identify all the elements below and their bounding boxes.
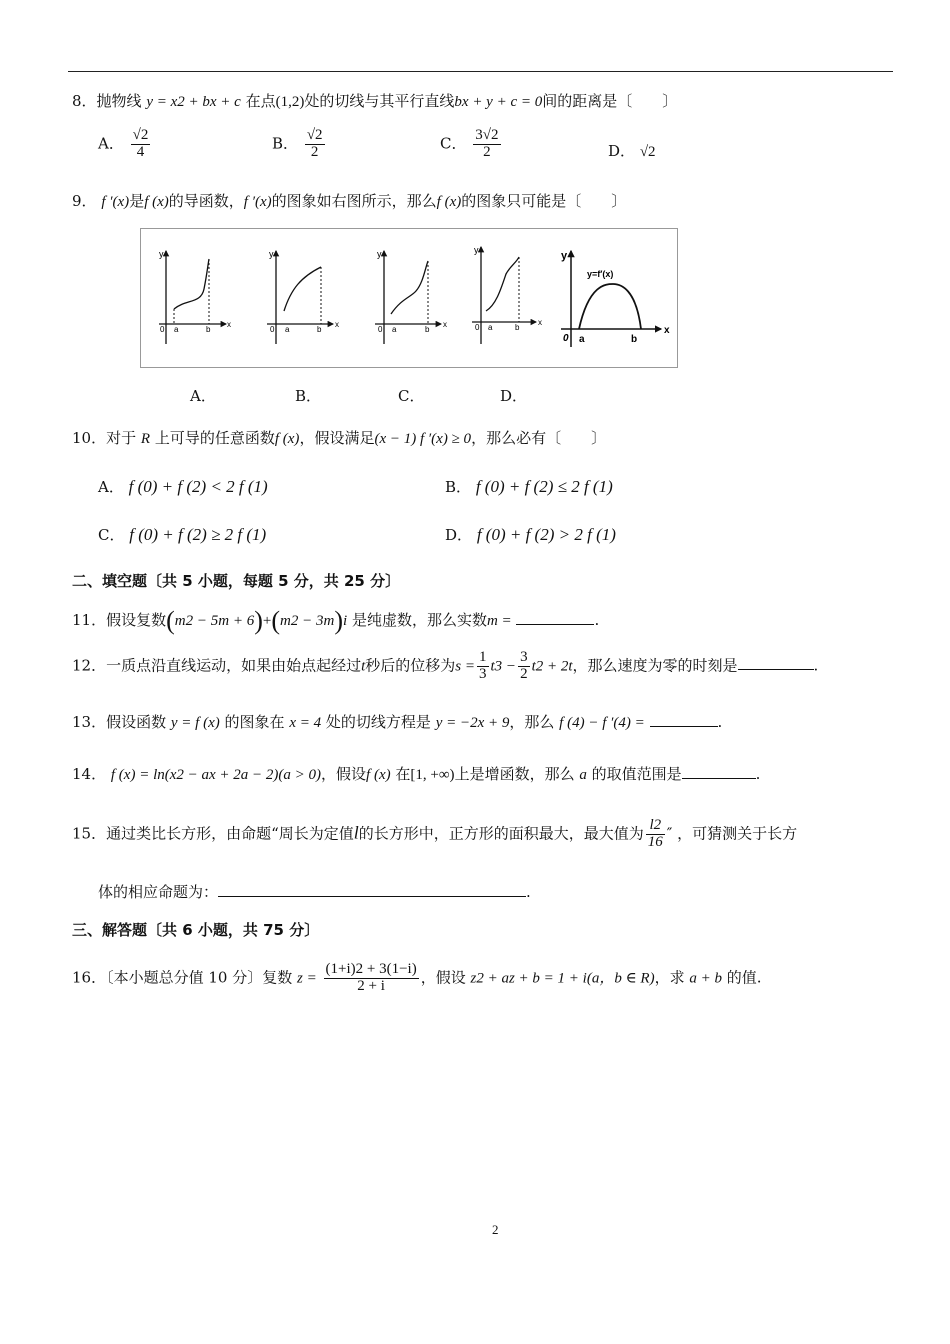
svg-text:0: 0: [378, 325, 383, 334]
math: y = −2x + 9: [435, 715, 510, 731]
option-expr: f (0) + f (2) ≤ 2 f (1): [475, 477, 613, 496]
svg-text:b: b: [425, 325, 430, 334]
text: 的导函数，: [168, 192, 244, 210]
question-16: [72, 962, 762, 995]
denominator: 2 + i: [357, 977, 385, 994]
section-2-heading: 二、填空题〔共 5 小题，每题 5 分，共 25 分〕: [72, 572, 401, 590]
text: .: [594, 611, 600, 629]
graph-d: [472, 245, 542, 344]
math: t2 + 2t: [531, 658, 573, 675]
text: 间的距离是〔 〕: [542, 92, 678, 110]
text: ，那么必有〔 〕: [471, 429, 607, 447]
math-R: R: [140, 431, 151, 447]
text: .: [526, 883, 531, 901]
denominator: 2: [310, 143, 319, 160]
q10-option-a: [98, 476, 268, 497]
option-label: D．: [608, 142, 636, 160]
text: ，假设: [321, 765, 367, 783]
text: .: [717, 713, 723, 731]
svg-text:b: b: [206, 325, 211, 334]
math: f (x): [144, 194, 169, 210]
option-label: C．: [440, 134, 467, 153]
q10-option-c: [98, 524, 266, 545]
text: 抛物线: [96, 92, 142, 110]
text: 秒后的位移为: [365, 656, 456, 675]
q8-option-d: [608, 140, 656, 161]
denominator: 2: [520, 665, 528, 682]
q8-option-b: [272, 128, 327, 161]
q8-option-c: [440, 128, 503, 161]
option-expr: f (0) + f (2) ≥ 2 f (1): [129, 525, 267, 544]
text: 的值.: [726, 968, 762, 987]
text: 在点: [245, 92, 276, 110]
question-number: 12．: [72, 656, 107, 675]
math: m =: [486, 613, 512, 629]
q9-label-c: C．: [398, 387, 425, 405]
text: 上可导的任意函数: [154, 429, 275, 447]
question-number: 16．: [72, 968, 107, 987]
text: 处的切线方程是: [325, 713, 431, 731]
q9-label-b: B．: [295, 387, 322, 405]
numerator: 1: [479, 649, 487, 665]
math-line: bx + y + c = 0: [454, 94, 543, 110]
option-expr: f (0) + f (2) > 2 f (1): [476, 525, 616, 544]
svg-text:y=f′(x): y=f′(x): [587, 269, 614, 279]
option-label: A．: [98, 134, 124, 153]
math-imag-part: m2 − 3m: [280, 613, 335, 629]
question-15-cont: [98, 881, 531, 902]
svg-text:b: b: [317, 325, 322, 334]
text: .: [755, 765, 761, 783]
math-real-part: m2 − 5m + 6: [174, 613, 255, 629]
question-number: 9．: [72, 192, 97, 210]
question-8: [72, 90, 677, 111]
question-9: [72, 190, 626, 211]
math: f (4) − f ′(4) =: [559, 715, 645, 731]
option-label: B．: [445, 478, 472, 496]
math-function: f (x) = ln(x2 − ax + 2a − 2)(a > 0): [110, 767, 322, 783]
denominator: 2: [483, 143, 491, 160]
math: f ′(x): [101, 194, 130, 210]
math: s =: [455, 658, 476, 675]
graph-a: [159, 249, 231, 344]
question-number: 10．: [72, 429, 107, 447]
numerator: l2: [646, 818, 665, 835]
text: ，那么: [509, 713, 555, 731]
numerator: √2: [306, 127, 323, 143]
svg-text:0: 0: [270, 325, 275, 334]
text: 的图象只可能是〔 〕: [461, 192, 627, 210]
math-i: i: [342, 613, 348, 629]
question-number: 14．: [72, 765, 107, 783]
graph-c: [375, 249, 447, 344]
text: 的图象如右图所示，那么: [271, 192, 437, 210]
math-l: l: [353, 822, 359, 843]
text: 对于: [106, 429, 137, 447]
text: 在: [395, 765, 411, 783]
math-parabola: y = x2 + bx + c: [146, 94, 241, 110]
graph-b: [267, 249, 339, 344]
question-number: 11．: [72, 611, 107, 629]
page-number: 2: [492, 1222, 499, 1237]
math: y = f (x): [170, 715, 220, 731]
text: ，那么速度为零的时刻是: [572, 656, 738, 675]
answer-blank[interactable]: [516, 624, 594, 625]
paren-close: ): [334, 606, 343, 635]
svg-text:b: b: [631, 334, 638, 345]
question-14: [72, 763, 760, 784]
option-label: C．: [98, 526, 125, 544]
svg-text:b: b: [515, 323, 520, 332]
option-value: √2: [639, 144, 656, 160]
question-number: 15．: [72, 824, 107, 843]
question-number: 8．: [72, 92, 97, 110]
question-13: [72, 711, 722, 732]
section-3-heading: 三、解答题〔共 6 小题，共 75 分〕: [72, 921, 320, 939]
math: t3 −: [490, 658, 517, 675]
question-number: 13．: [72, 713, 107, 731]
option-label: A．: [98, 478, 124, 496]
question-11: [72, 606, 599, 636]
math-t: t: [361, 658, 366, 675]
svg-text:0: 0: [475, 323, 480, 332]
svg-text:x: x: [664, 325, 670, 336]
option-expr: f (0) + f (2) < 2 f (1): [128, 477, 268, 496]
math-interval: [1, +∞): [410, 767, 455, 783]
text: 的取值范围是: [591, 765, 682, 783]
svg-text:y: y: [377, 249, 382, 259]
svg-text:y: y: [159, 249, 164, 259]
math: f (x): [436, 194, 462, 210]
text: ，求: [654, 968, 685, 987]
math-condition: (x − 1) f ′(x) ≥ 0: [374, 431, 472, 447]
q10-option-d: [445, 524, 616, 545]
answer-blank[interactable]: [218, 896, 526, 897]
question-15: [72, 818, 797, 851]
text: .: [813, 656, 819, 675]
answer-blank[interactable]: [682, 778, 756, 779]
denominator: 16: [647, 833, 663, 850]
numerator: √2: [132, 127, 149, 143]
text: 通过类比长方形，由命题“周长为定值: [106, 824, 354, 843]
answer-blank[interactable]: [738, 669, 814, 670]
answer-blank[interactable]: [650, 726, 718, 727]
numerator: (1+i)2 + 3(1−i): [325, 961, 417, 977]
text: 假设复数: [106, 611, 167, 629]
text: ，假设: [420, 968, 466, 987]
svg-text:x: x: [335, 320, 339, 329]
text: 的长方形中，正方形的面积最大，最大值为: [358, 824, 644, 843]
numerator: 3√2: [475, 127, 499, 143]
svg-text:y: y: [269, 249, 274, 259]
math: x = 4: [289, 715, 322, 731]
question-10: [72, 427, 606, 448]
q9-label-d: D．: [500, 387, 528, 405]
text: 是: [129, 192, 145, 210]
text: 一质点沿直线运动，如果由始点起经过: [106, 656, 362, 675]
header-rule: [68, 71, 893, 72]
math-plus: +: [262, 613, 272, 629]
option-label: D．: [445, 526, 473, 544]
svg-text:0: 0: [563, 333, 569, 344]
paren-open: (: [271, 606, 281, 635]
svg-text:a: a: [392, 325, 397, 334]
svg-text:0: 0: [160, 325, 165, 334]
paren-open: (: [166, 606, 175, 635]
math-equation: z2 + az + b = 1 + i(a，b ∈ R): [470, 970, 655, 987]
math: z =: [297, 970, 317, 987]
graph-derivative: [561, 250, 670, 347]
paren-close: ): [254, 606, 263, 635]
svg-text:a: a: [285, 325, 290, 334]
math: f ′(x): [243, 194, 272, 210]
math: f (x): [366, 767, 391, 783]
text: ，假设满足: [299, 429, 375, 447]
option-label: B．: [272, 134, 299, 153]
numerator: 3: [520, 649, 528, 665]
q10-option-b: [445, 476, 613, 497]
denominator: 4: [136, 143, 145, 160]
q8-option-a: [98, 128, 152, 161]
svg-text:x: x: [227, 320, 231, 329]
svg-text:y: y: [561, 250, 568, 262]
svg-text:x: x: [538, 318, 542, 327]
q9-label-a: A．: [190, 387, 216, 405]
math-a: a: [579, 767, 587, 783]
svg-text:a: a: [579, 334, 585, 345]
text: 〔本小题总分值 10 分〕复数: [106, 968, 293, 987]
svg-text:x: x: [443, 320, 447, 329]
question-12: [72, 650, 818, 683]
svg-text:a: a: [488, 323, 493, 332]
q9-graphs: [141, 229, 677, 367]
svg-text:a: a: [174, 325, 179, 334]
text: ″ ，可猜测关于长方: [666, 824, 798, 843]
text: 是纯虚数，那么实数: [351, 611, 487, 629]
text: 上是增函数，那么: [454, 765, 575, 783]
math-point: (1,2): [275, 94, 305, 110]
q9-figure: [140, 228, 678, 368]
text: 处的切线与其平行直线: [304, 92, 455, 110]
math: f (x): [274, 431, 300, 447]
denominator: 3: [479, 665, 487, 682]
svg-text:y: y: [474, 245, 479, 255]
text: 的图象在: [224, 713, 285, 731]
text: 体的相应命题为：: [98, 883, 219, 901]
math: a + b: [689, 970, 723, 987]
text: 假设函数: [106, 713, 167, 731]
